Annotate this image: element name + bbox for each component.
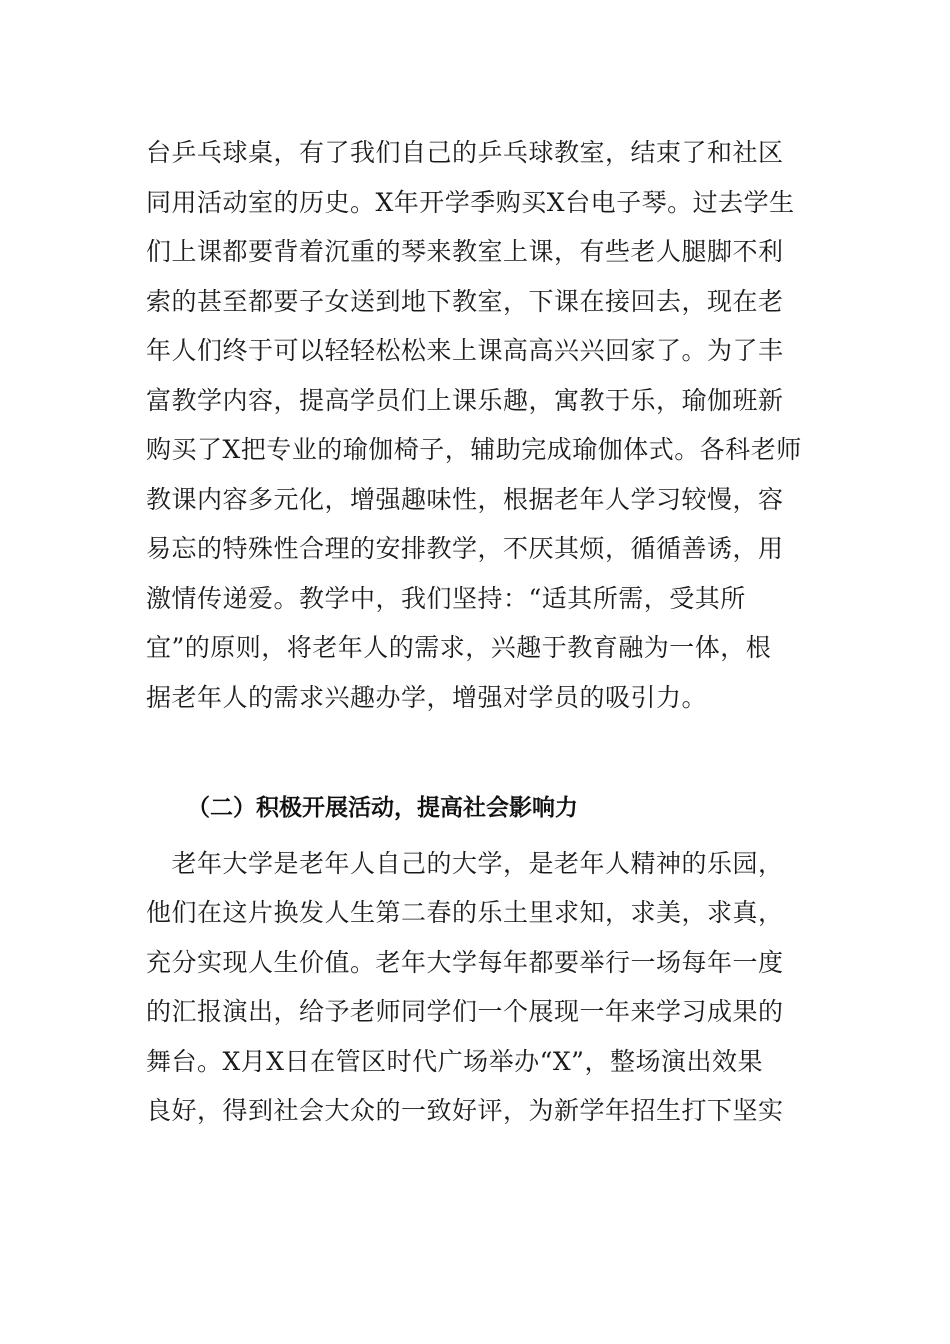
paragraph-line: 同用活动室的历史。X年开学季购买X台电子琴。过去学生: [146, 188, 795, 217]
paragraph-line: 索的甚至都要子女送到地下教室，下课在接回去，现在老: [146, 287, 784, 316]
paragraph-line: 据老年人的需求兴趣办学，增强对学员的吸引力。: [146, 683, 708, 712]
paragraph-line: 教课内容多元化，增强趣味性，根据老年人学习较慢，容: [146, 485, 784, 514]
section-heading: （二）积极开展活动，提高社会影响力: [187, 795, 578, 821]
paragraph-line: 宜”的原则，将老年人的需求，兴趣于教育融为一体，根: [146, 633, 772, 662]
paragraph-line: 老年大学是老年人自己的大学，是老年人精神的乐园，: [146, 849, 784, 878]
paragraph-line: 舞台。X月X日在管区时代广场举办“X”，整场演出效果: [146, 1047, 763, 1076]
paragraph-line: 激情传递爱。教学中，我们坚持：“适其所需，受其所: [146, 584, 746, 613]
paragraph-line: 良好，得到社会大众的一致好评，为新学年招生打下坚实: [146, 1096, 784, 1125]
paragraph-line: 购买了X把专业的瑜伽椅子，辅助完成瑜伽体式。各科老师: [146, 435, 802, 464]
paragraph-line: 他们在这片换发人生第二春的乐土里求知，求美，求真，: [146, 898, 784, 927]
paragraph-line: 富教学内容，提高学员们上课乐趣，寓教于乐，瑜伽班新: [146, 386, 784, 415]
paragraph-line: 年人们终于可以轻轻松松来上课高高兴兴回家了。为了丰: [146, 336, 784, 365]
paragraph-line: 台乒乓球桌，有了我们自己的乒乓球教室，结束了和社区: [146, 138, 784, 167]
paragraph-line: 充分实现人生价值。老年大学每年都要举行一场每年一度: [146, 948, 784, 977]
paragraph-line: 们上课都要背着沉重的琴来教室上课，有些老人腿脚不利: [146, 237, 784, 266]
paragraph-line: 的汇报演出，给予老师同学们一个展现一年来学习成果的: [146, 997, 784, 1026]
paragraph-line: 易忘的特殊性合理的安排教学，不厌其烦，循循善诱，用: [146, 534, 784, 563]
